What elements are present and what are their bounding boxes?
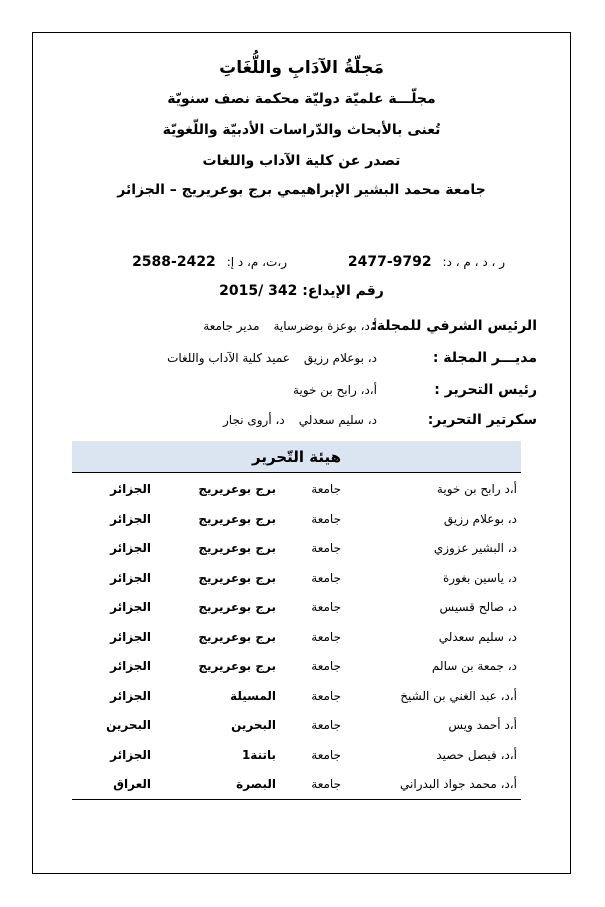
staff-name: د، سليم سعدلي	[298, 413, 377, 427]
staff-title: عميد كلية الآداب واللغات	[167, 351, 290, 365]
member-city: برج بوعريريج	[198, 511, 276, 526]
list-item	[72, 563, 521, 593]
member-country: الجزائر	[110, 600, 151, 614]
member-uni: جامعة	[311, 777, 341, 791]
list-item	[72, 710, 521, 740]
member-country: الجزائر	[110, 482, 151, 496]
list-item	[72, 622, 521, 652]
member-uni: جامعة	[311, 688, 341, 703]
staff-name: أ،د، بوعزة بوضرساية	[273, 319, 377, 333]
member-city: البصرة	[236, 777, 276, 791]
journal-title: مَجلّةُ الآدَابِ واللُّغَاتِ	[219, 58, 384, 78]
issn-online-label: ر،ت، م، د إ:	[226, 255, 287, 269]
list-item	[72, 651, 521, 681]
member-name: أ،د رابح بن خوية	[436, 482, 517, 496]
deposit-label: رقم الإيداع:	[302, 283, 384, 299]
editorial-secretary-row	[223, 412, 537, 428]
member-country: البحرين	[106, 718, 151, 732]
member-uni: جامعة	[311, 600, 341, 614]
list-item	[72, 740, 521, 770]
member-city: برج بوعريريج	[198, 570, 276, 585]
honorary-president-row	[203, 318, 537, 334]
member-uni: جامعة	[311, 747, 341, 762]
issn-print-label: ر ، د ، م ، د:	[442, 255, 505, 269]
member-name: د، سليم سعدلي	[438, 629, 517, 644]
staff-name-2: د، أروى نجار	[223, 413, 285, 427]
journal-director-row	[167, 350, 537, 366]
list-item	[72, 474, 521, 504]
member-name: د، جمعة بن سالم	[431, 659, 517, 673]
member-country: الجزائر	[110, 541, 151, 555]
member-name: د، بوعلام رزيق	[443, 511, 517, 526]
member-name: أ،د، عبد الغني بن الشيخ	[400, 688, 517, 703]
member-city: برج بوعريريج	[198, 482, 276, 496]
member-name: د، ياسين بغورة	[442, 570, 517, 585]
member-city: برج بوعريريج	[198, 541, 276, 555]
journal-university: جامعة محمد البشير الإبراهيمي برج بوعريريج – الجزائر	[117, 182, 486, 198]
member-uni: جامعة	[311, 629, 341, 644]
member-name: أ،د، محمد جواد البدراني	[400, 777, 517, 791]
list-item	[72, 592, 521, 622]
member-name: د، البشير عزوزي	[433, 541, 517, 555]
issn-print-value: 2477-9792	[347, 254, 432, 270]
member-city: برج بوعريريج	[198, 629, 276, 644]
member-uni: جامعة	[311, 541, 341, 555]
member-country: العراق	[113, 777, 151, 791]
staff-role: سكرتير التحرير:	[427, 412, 537, 428]
issn-online	[132, 254, 287, 270]
member-country: الجزائر	[110, 511, 151, 526]
member-name: أ،د أحمد ويس	[448, 718, 517, 732]
staff-name: د، بوعلام رزيق	[303, 351, 377, 365]
editorial-board-list	[72, 474, 521, 800]
member-city: باتنة1	[241, 747, 276, 762]
staff-name: أ،د، رابح بن خوية	[293, 383, 377, 397]
member-city: برج بوعريريج	[198, 659, 276, 673]
member-uni: جامعة	[311, 511, 341, 526]
staff-role: الرئيس الشرفي للمجلة:	[371, 318, 537, 334]
list-item	[72, 504, 521, 534]
member-uni: جامعة	[311, 718, 341, 732]
member-name: أ،د، فيصل حصيد	[436, 747, 517, 762]
issn-print	[348, 254, 505, 270]
member-uni: جامعة	[311, 659, 341, 673]
journal-description: مجلّـــة علميّة دوليّة محكمة نصف سنويّة	[167, 91, 436, 107]
deposit-value: 2015/ 342	[219, 283, 298, 299]
member-uni: جامعة	[311, 570, 341, 585]
journal-scope: تُعنى بالأبحاث والدّراسات الأدبيّة واللّغويّة	[162, 122, 441, 138]
staff-title: مدير جامعة	[203, 319, 260, 333]
member-name: د، صالح قسيس	[439, 600, 517, 614]
legal-deposit	[32, 283, 571, 299]
member-city: المسيلة	[230, 688, 276, 703]
member-country: الجزائر	[110, 659, 151, 673]
member-country: الجزائر	[110, 629, 151, 644]
journal-publisher: تصدر عن كلية الآداب واللغات	[202, 153, 401, 169]
staff-role: مديـــر المجلة :	[432, 350, 537, 366]
editorial-board-heading: هيئة التّحرير	[72, 441, 521, 473]
member-country: الجزائر	[110, 747, 151, 762]
member-city: برج بوعريريج	[198, 600, 276, 614]
list-item	[72, 533, 521, 563]
list-item	[72, 681, 521, 711]
staff-role: رئيس التحرير :	[434, 382, 537, 398]
member-country: الجزائر	[110, 688, 151, 703]
editor-in-chief-row	[293, 382, 537, 398]
member-uni: جامعة	[311, 482, 341, 496]
member-city: البحرين	[231, 718, 276, 732]
list-item	[72, 769, 521, 799]
issn-online-value: 2588-2422	[132, 254, 216, 270]
member-country: الجزائر	[110, 570, 151, 585]
